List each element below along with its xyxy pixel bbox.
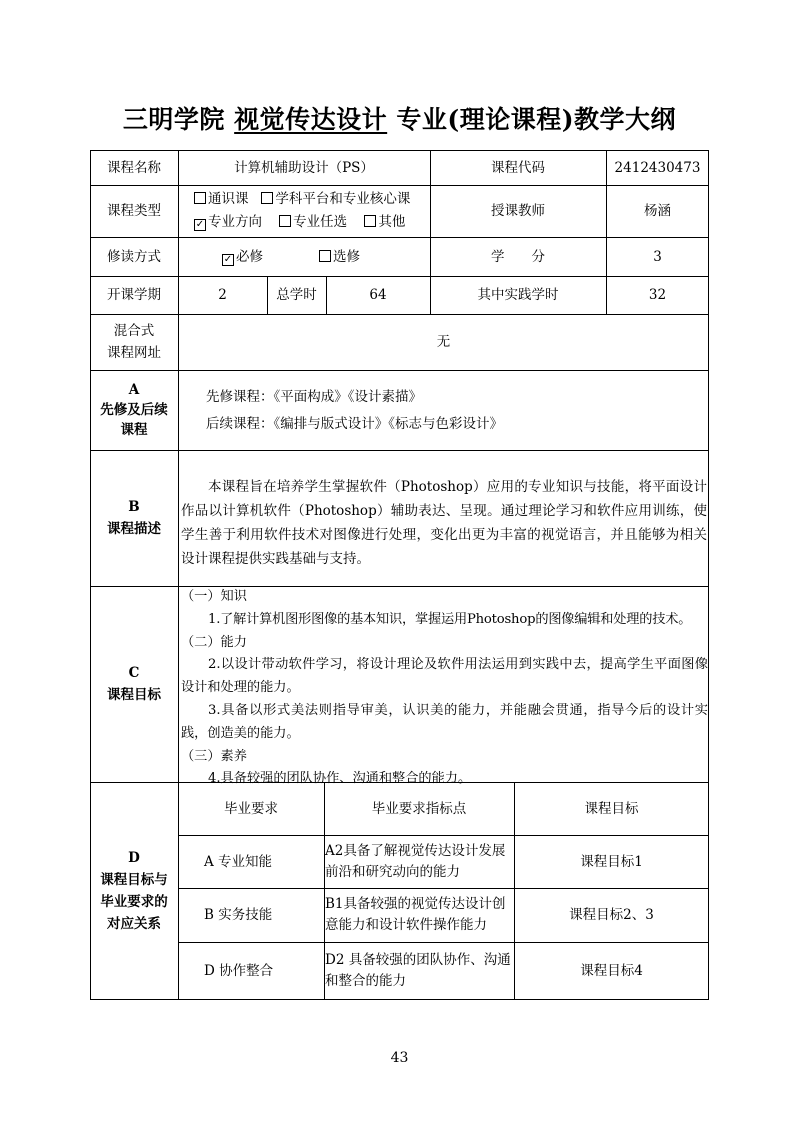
objective-4: 4.具备较强的团队协作、沟通和整合的能力。 xyxy=(208,771,472,787)
option-required[interactable]: ✓ 必修 xyxy=(223,248,263,265)
total-hours: 64 xyxy=(369,287,387,303)
header-course-goal: 课程目标 xyxy=(584,800,639,817)
checkbox-icon xyxy=(279,215,291,227)
teacher-label: 授课教师 xyxy=(491,203,545,219)
study-mode-options xyxy=(178,237,430,276)
table-row-indicator: B1具备较强的视觉传达设计创 意能力和设计软件操作能力 xyxy=(325,896,506,933)
table-row-goal: 课程目标2、3 xyxy=(569,907,654,923)
table-row-goal: 课程目标1 xyxy=(580,853,643,870)
total-hours-label: 总学时 xyxy=(276,287,317,303)
objective-3: 3.具备以形式美法则指导审美，认识美的能力，并能融会贯通，指导今后的设计实践，创造美的能力。 xyxy=(181,702,708,741)
objective-2: 2.以设计带动软件学习，将设计理论及软件用法运用到实践中去，提高学生平面图像设计和处理的能力。 xyxy=(181,657,708,696)
course-type-options xyxy=(180,186,430,236)
course-name-label: 课程名称 xyxy=(107,159,161,176)
blended-url: 无 xyxy=(436,334,451,350)
option-direction[interactable]: ✓ 专业方向 xyxy=(195,214,262,230)
course-description: 本课程旨在培养学生掌握软件（Photoshop）应用的专业知识与技能，将平面设计作品以计算机软件（Photoshop）辅助表达、呈现。通过理论学习和软件应用训练，使学生善于利用软件技术对图像进行处理，变化出更为丰富的视觉语言，并且能够为相关设计课程提供实践基础与支持。 xyxy=(181,479,707,567)
credit-label: 学 分 xyxy=(491,248,545,265)
semester: 2 xyxy=(218,287,227,303)
prerequisite-courses: 先修课程：《平面构成》《设计素描》 xyxy=(206,389,422,405)
page-number: 43 xyxy=(390,1050,409,1066)
checkbox-icon xyxy=(319,250,331,262)
section-a-label: A 先修及后续 课程 xyxy=(100,382,168,438)
objective-heading-literacy: （三）素养 xyxy=(181,748,247,764)
major-name: 视觉传达设计 xyxy=(234,105,388,134)
checkbox-checked-icon: ✓ xyxy=(195,219,205,230)
section-c-label: C 课程目标 xyxy=(107,665,161,703)
page-title xyxy=(0,100,799,136)
objective-heading-knowledge: （一）知识 xyxy=(181,589,247,604)
section-b-label: B 课程描述 xyxy=(107,499,161,537)
header-indicator: 毕业要求指标点 xyxy=(371,800,467,817)
credit: 3 xyxy=(653,248,662,265)
table-row-req: D 协作整合 xyxy=(204,963,274,979)
practice-hours: 32 xyxy=(648,287,667,303)
table-row-indicator: A2具备了解视觉传达设计发展 前沿和研究动向的能力 xyxy=(325,842,506,880)
course-objectives xyxy=(181,586,708,791)
objective-1: 1.了解计算机图形图像的基本知识，掌握运用Photoshop的图像编辑和处理的技术。 xyxy=(208,611,692,627)
section-a-content xyxy=(206,384,696,438)
objective-heading-ability: （二）能力 xyxy=(181,634,247,650)
checkbox-icon xyxy=(261,192,273,204)
option-elective[interactable]: 专业任选 xyxy=(279,214,347,230)
checkbox-icon xyxy=(364,215,376,227)
school-name: 三明学院 xyxy=(122,105,225,134)
header-graduation-requirement: 毕业要求 xyxy=(224,800,278,817)
table-row-req: A 专业知能 xyxy=(204,853,273,870)
table-row-req: B 实务技能 xyxy=(204,907,273,923)
title-suffix: 专业(理论课程)教学大纲 xyxy=(396,105,677,134)
course-code: 2412430473 xyxy=(614,159,701,176)
table-row-indicator: D2 具备较强的团队协作、沟通 和整合的能力 xyxy=(325,952,511,989)
option-other[interactable]: 其他 xyxy=(364,214,405,230)
table-row-goal: 课程目标4 xyxy=(580,963,643,979)
blended-label: 混合式 课程网址 xyxy=(107,323,161,361)
option-optional[interactable]: 选修 xyxy=(319,246,360,268)
study-mode-label: 修读方式 xyxy=(107,248,161,265)
semester-label: 开课学期 xyxy=(107,287,161,303)
course-type-label: 课程类型 xyxy=(107,203,161,219)
option-general[interactable]: 通识课 xyxy=(194,191,249,207)
option-core[interactable]: 学科平台和专业核心课 xyxy=(261,191,410,207)
checkbox-icon xyxy=(194,192,206,204)
section-d-label: D 课程目标与 毕业要求的 对应关系 xyxy=(100,850,168,932)
course-code-label: 课程代码 xyxy=(491,159,545,176)
teacher: 杨涵 xyxy=(644,203,671,219)
practice-hours-label: 其中实践学时 xyxy=(477,287,559,303)
checkbox-checked-icon: ✓ xyxy=(223,253,233,265)
course-name: 计算机辅助设计（PS） xyxy=(234,159,374,176)
followup-courses: 后续课程：《编排与版式设计》《标志与色彩设计》 xyxy=(206,416,503,432)
